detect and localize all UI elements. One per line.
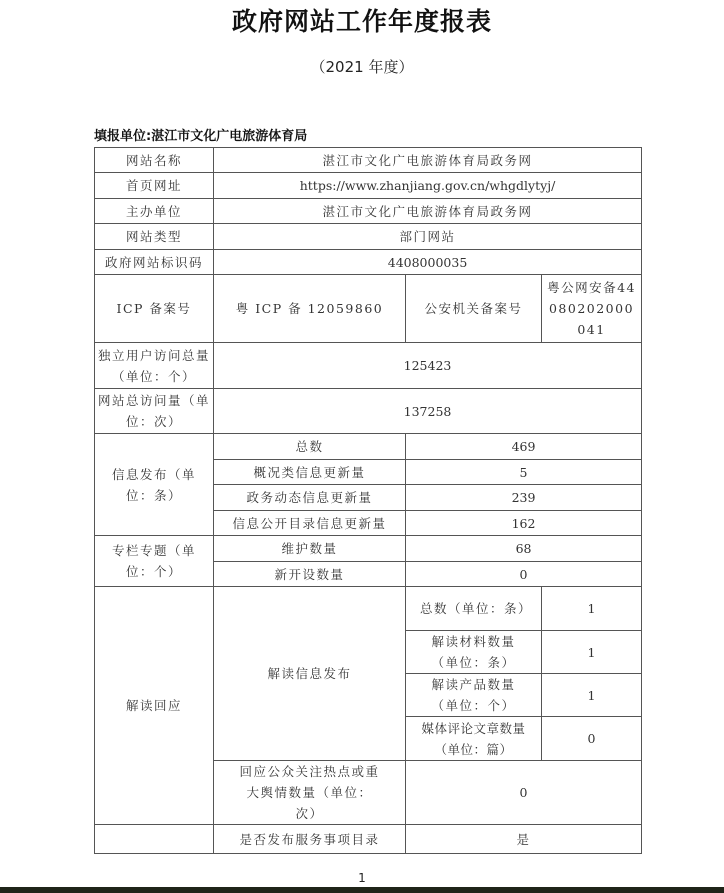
table-row — [95, 389, 642, 434]
cell-value: 162 — [406, 511, 642, 536]
table-row — [95, 587, 642, 631]
cell-value: 1 — [542, 587, 642, 631]
report-title: 政府网站工作年度报表 — [231, 7, 492, 36]
cell-value: 0 — [406, 562, 642, 587]
table-row — [95, 275, 642, 343]
cell-value: 0 — [542, 717, 642, 761]
cell-value: 粤公网安备44080202000041 — [542, 275, 642, 343]
cell-empty — [95, 825, 214, 854]
cell-value: 0 — [406, 761, 642, 825]
cell-label: 信息发布（单位：条） — [95, 434, 214, 536]
table-row — [95, 434, 642, 460]
cell-label: 主办单位 — [95, 199, 214, 224]
cell-label: 信息公开目录信息更新量 — [214, 511, 406, 536]
cell-label: 首页网址 — [95, 173, 214, 199]
cell-label: 解读回应 — [95, 587, 214, 825]
cell-label: 媒体评论文章数量（单位：篇） — [406, 717, 542, 761]
cell-value: 1 — [542, 674, 642, 717]
table-row — [95, 536, 642, 562]
cell-label: 新开设数量 — [214, 562, 406, 587]
cell-label: 回应公众关注热点或重大舆情数量（单位：次） — [214, 761, 406, 825]
table-row — [95, 825, 642, 854]
table-row — [95, 173, 642, 199]
cell-label: 解读产品数量（单位：个） — [406, 674, 542, 717]
cell-label: 维护数量 — [214, 536, 406, 562]
cell-label: 公安机关备案号 — [406, 275, 542, 343]
reporting-unit: 填报单位:湛江市文化广电旅游体育局 — [94, 129, 308, 144]
cell-value: 137258 — [214, 389, 642, 434]
cell-value: 湛江市文化广电旅游体育局政务网 — [214, 199, 642, 224]
cell-value: 1 — [542, 631, 642, 674]
page-number: 1 — [358, 871, 366, 885]
cell-label: 网站名称 — [95, 148, 214, 173]
cell-value: 是 — [406, 825, 642, 854]
cell-value: 粤 ICP 备 12059860 — [214, 275, 406, 343]
cell-label: 是否发布服务事项目录 — [214, 825, 406, 854]
bottom-bar — [0, 887, 724, 893]
report-year: （2021 年度） — [310, 58, 414, 76]
cell-label: 概况类信息更新量 — [214, 460, 406, 485]
cell-label: 解读信息发布 — [214, 587, 406, 761]
cell-value: 68 — [406, 536, 642, 562]
cell-value: https://www.zhanjiang.gov.cn/whgdlytyj/ — [214, 173, 642, 199]
table-row — [95, 250, 642, 275]
cell-value: 5 — [406, 460, 642, 485]
cell-value: 部门网站 — [214, 224, 642, 250]
cell-label: 专栏专题（单位：个） — [95, 536, 214, 587]
cell-value: 239 — [406, 485, 642, 511]
cell-label: 解读材料数量（单位：条） — [406, 631, 542, 674]
table-row — [95, 148, 642, 173]
table-row — [95, 224, 642, 250]
cell-value: 125423 — [214, 343, 642, 389]
cell-value: 469 — [406, 434, 642, 460]
report-table — [94, 147, 642, 854]
cell-label: 总数（单位：条） — [406, 587, 542, 631]
cell-label: 网站总访问量（单位：次） — [95, 389, 214, 434]
table-row — [95, 343, 642, 389]
cell-label: 政府网站标识码 — [95, 250, 214, 275]
cell-label: 政务动态信息更新量 — [214, 485, 406, 511]
cell-label: 独立用户访问总量（单位：个） — [95, 343, 214, 389]
table-row — [95, 199, 642, 224]
cell-label: ICP 备案号 — [95, 275, 214, 343]
cell-value: 4408000035 — [214, 250, 642, 275]
cell-value: 湛江市文化广电旅游体育局政务网 — [214, 148, 642, 173]
cell-label: 总数 — [214, 434, 406, 460]
cell-label: 网站类型 — [95, 224, 214, 250]
